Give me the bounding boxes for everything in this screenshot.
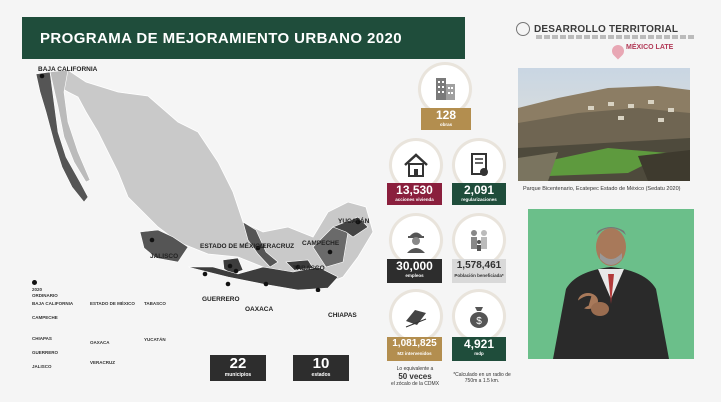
mexico-late-logo bbox=[626, 44, 673, 52]
city-marker bbox=[264, 282, 269, 287]
city-marker bbox=[234, 269, 239, 274]
poblacion-value: 1,578,461 bbox=[456, 260, 502, 271]
municipios-total bbox=[210, 355, 266, 381]
svg-text:$: $ bbox=[476, 316, 482, 327]
photo-caption: Parque Bicentenario, Ecatepec Estado de México (Sedatu 2020) bbox=[523, 186, 681, 192]
interpreter-figure bbox=[528, 209, 694, 359]
poblacion-label: Población beneficiada* bbox=[454, 273, 504, 278]
legend-dot-icon bbox=[32, 280, 37, 285]
obras-card bbox=[421, 108, 471, 130]
regularizaciones-value: 2,091 bbox=[463, 183, 495, 197]
map-label-jalisco: JALISCO bbox=[150, 253, 179, 260]
m2-label: M2 intervenidos bbox=[397, 351, 432, 356]
house-icon bbox=[392, 141, 440, 189]
city-marker bbox=[228, 264, 233, 269]
empleos-value: 30,000 bbox=[396, 259, 433, 273]
legend-item: TABASCO bbox=[144, 301, 166, 306]
obras-label: obras bbox=[439, 122, 453, 127]
vivienda-label: acciones vivienda bbox=[395, 197, 434, 202]
worker-icon bbox=[392, 216, 440, 264]
calculado-note: *Calculado en un radio de 750m a 1.5 km. bbox=[453, 372, 511, 384]
equivalente-pre: Lo equivalente a bbox=[396, 366, 434, 372]
legend-item: GUERRERO bbox=[32, 350, 59, 355]
money-bag-icon bbox=[455, 292, 503, 340]
city-marker bbox=[40, 74, 45, 79]
building-icon bbox=[421, 65, 469, 113]
map-label-yucatan: YUCATÁN bbox=[338, 218, 370, 225]
m2-value: 1,081,825 bbox=[392, 338, 437, 349]
mexico-map bbox=[28, 62, 388, 292]
map-area-icon bbox=[392, 292, 440, 340]
legend-item: CAMPECHE bbox=[32, 315, 58, 320]
map-label-tabasco: TABASCO bbox=[293, 265, 325, 272]
legend-item: ESTADO DE MÉXICO bbox=[90, 301, 135, 306]
empleos-card bbox=[387, 259, 442, 283]
mdp-value: 4,921 bbox=[463, 337, 495, 351]
legend-item: BAJA CALIFORNIA bbox=[32, 301, 74, 306]
document-icon bbox=[455, 141, 503, 189]
municipios-value: 22 bbox=[229, 355, 247, 372]
family-icon bbox=[455, 216, 503, 264]
estados-label: estados bbox=[311, 372, 331, 378]
obras-value: 128 bbox=[435, 108, 457, 122]
city-marker bbox=[203, 272, 208, 277]
seal-icon bbox=[516, 22, 530, 36]
equivalente-post: el zócalo de la CDMX bbox=[390, 381, 440, 387]
brand-subtitle bbox=[536, 35, 696, 39]
vivienda-value: 13,530 bbox=[396, 183, 433, 197]
legend-item: VERACRUZ bbox=[90, 360, 116, 365]
legend-item: JALISCO bbox=[32, 364, 52, 369]
poblacion-card bbox=[452, 259, 506, 283]
equivalente-note bbox=[384, 366, 446, 387]
estados-total bbox=[293, 355, 349, 381]
city-marker bbox=[150, 238, 155, 243]
empleos-label: empleos bbox=[405, 273, 424, 278]
map-label-veracruz: VERACRUZ bbox=[258, 243, 295, 250]
legend-heading: ORDINARIO bbox=[32, 293, 58, 298]
legend-item: CHIAPAS bbox=[32, 336, 52, 341]
mexico-late-logo-text: MÉXICO LATE bbox=[626, 44, 674, 51]
page-title: PROGRAMA DE MEJORAMIENTO URBANO 2020 bbox=[22, 17, 465, 59]
map-label-chiapas: CHIAPAS bbox=[328, 312, 357, 319]
heart-icon bbox=[610, 43, 627, 60]
city-marker bbox=[226, 282, 231, 287]
regularizaciones-card bbox=[452, 183, 506, 205]
city-marker bbox=[328, 250, 333, 255]
mdp-label: mdp bbox=[474, 351, 484, 356]
legend-item: YUCATÁN bbox=[144, 337, 166, 342]
map-label-baja: BAJA CALIFORNIA bbox=[38, 66, 98, 73]
map-label-guerrero: GUERRERO bbox=[202, 296, 240, 303]
brand-logo bbox=[516, 22, 678, 36]
map-label-edomex: ESTADO DE MÉXICO bbox=[200, 243, 265, 250]
map-label-oaxaca: OAXACA bbox=[245, 306, 274, 313]
municipios-label: municipios bbox=[224, 372, 252, 378]
m2-card bbox=[387, 337, 442, 361]
legend-year: 2020 bbox=[32, 287, 43, 292]
brand-name: DESARROLLO TERRITORIAL bbox=[534, 23, 679, 35]
vivienda-card bbox=[387, 183, 442, 205]
legend-item: OAXACA bbox=[90, 340, 110, 345]
regularizaciones-label: regularizaciones bbox=[461, 197, 497, 202]
estados-value: 10 bbox=[312, 355, 330, 372]
park-photo bbox=[518, 68, 690, 181]
map-label-campeche: CAMPECHE bbox=[302, 240, 340, 247]
interpreter-video bbox=[528, 209, 694, 359]
mdp-card bbox=[452, 337, 506, 361]
equivalente-value: 50 veces bbox=[398, 372, 432, 381]
